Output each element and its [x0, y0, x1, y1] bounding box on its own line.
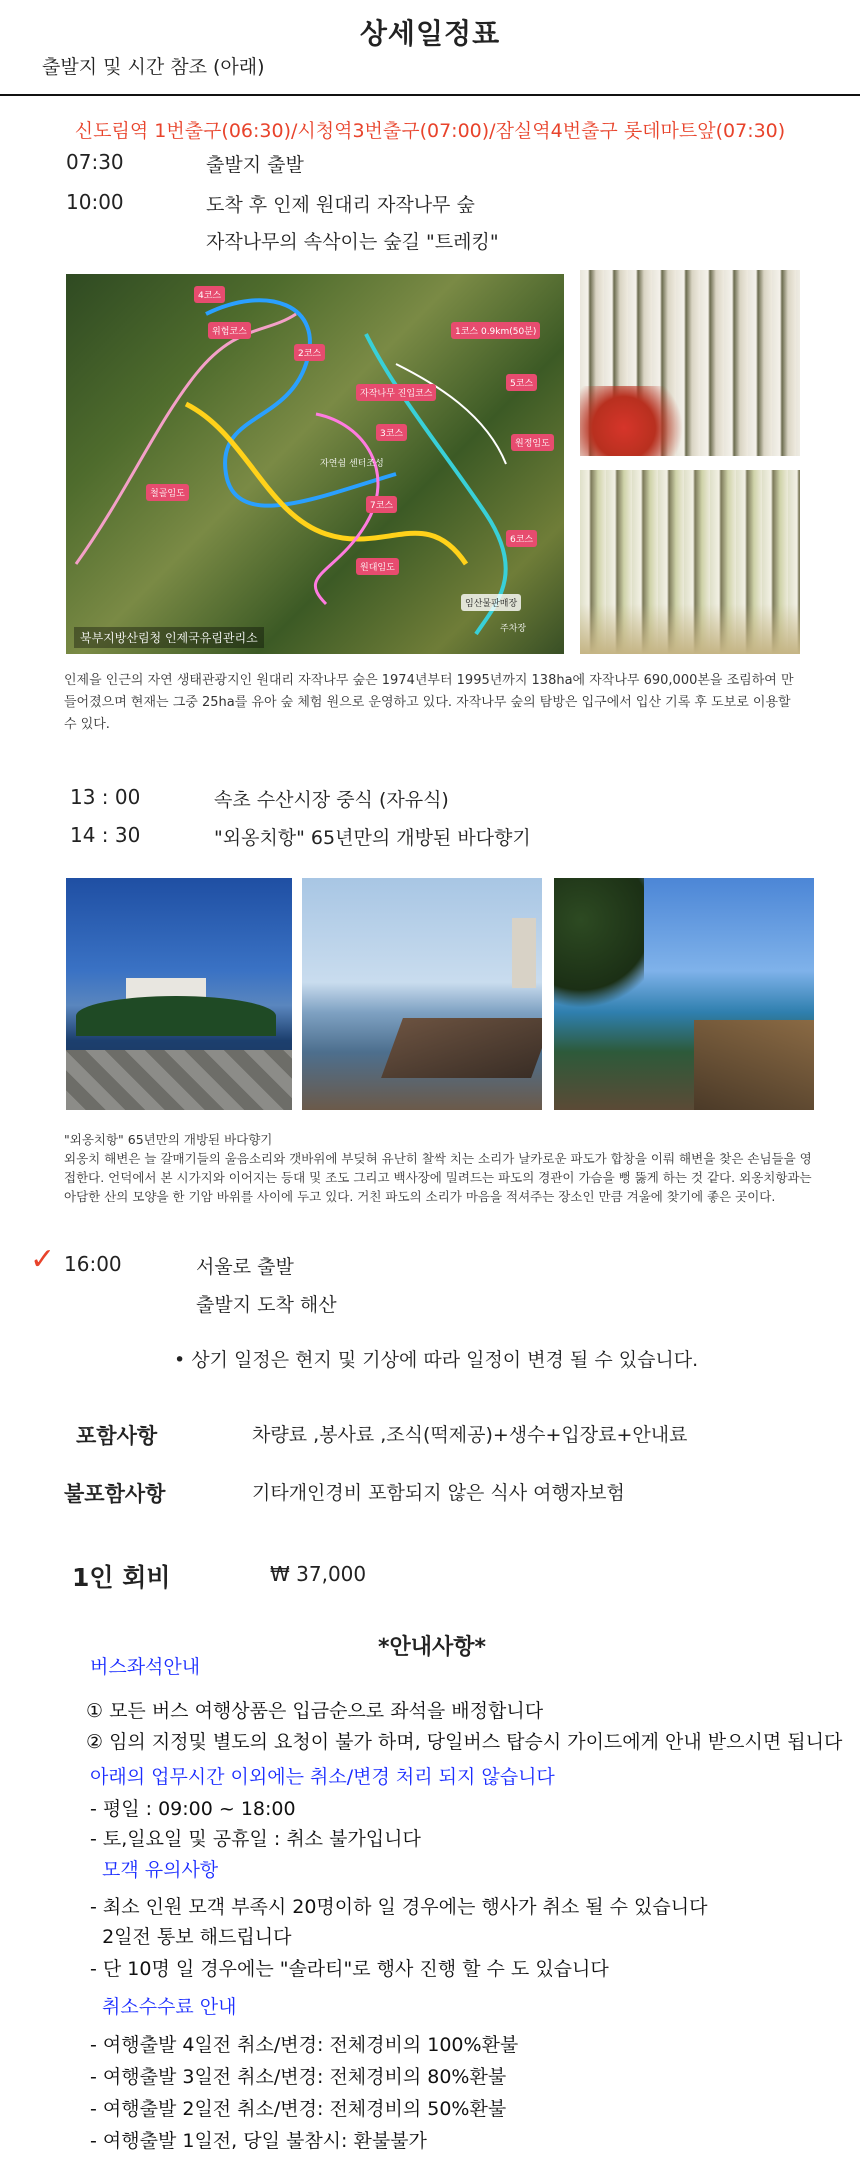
map-label: 임산물판매장 [461, 594, 521, 611]
schedule-desc: 출발지 출발 [206, 154, 304, 176]
birch-forest-photo [580, 470, 800, 654]
map-label: 3코스 [376, 424, 407, 441]
bus-seat-title: 버스좌석안내 [90, 1656, 201, 1678]
map-label: 자연쉼 센터조성 [320, 459, 384, 469]
map-label: 5코스 [506, 374, 537, 391]
sea-photo [66, 878, 292, 1110]
page-subtitle: 출발지 및 시간 참조 (아래) [42, 56, 265, 78]
sea-description-title: "외옹치항" 65년만의 개방된 바다향기 [64, 1132, 273, 1147]
schedule-desc: 도착 후 인제 원대리 자작나무 숲 [206, 194, 475, 216]
excluded-value: 기타개인경비 포함되지 않은 식사 여행자보험 [252, 1482, 625, 1504]
recruit-title: 모객 유의사항 [102, 1859, 219, 1881]
map-caption: 북부지방산림청 인제국유림관리소 [74, 627, 264, 648]
excluded-label: 불포함사항 [64, 1482, 166, 1506]
schedule-time: 10:00 [66, 190, 124, 214]
schedule-desc: "외옹치항" 65년만의 개방된 바다향기 [214, 827, 531, 849]
checkmark-icon: ✓ [30, 1242, 56, 1277]
included-label: 포함사항 [76, 1424, 158, 1448]
map-label: 원대임도 [356, 558, 399, 575]
map-label: 1코스 0.9km(50분) [451, 322, 540, 339]
map-label: 원정임도 [511, 434, 554, 451]
divider [0, 94, 860, 96]
cancel-fee-title: 취소수수료 안내 [102, 1996, 237, 2018]
notice-item: - 여행출발 4일전 취소/변경: 전체경비의 100%환불 [90, 2034, 519, 2056]
schedule-desc: 자작나무의 속삭이는 숲길 "트레킹" [206, 231, 499, 253]
notice-item: 2일전 통보 해드립니다 [90, 1926, 292, 1948]
sea-description: 외옹치 해변은 늘 갈매기들의 울음소리와 갯바위에 부딪혀 유난히 찰싹 치는 소리가 날카로운 파도가 합창을 이뤄 해변을 찾은 손님들을 영접한다. 언덕에서 본 시가지와 이어지는 등대 및 조도 그리고 백사장에 밀려드는 파도의 경관이 가슴을 뻥 뚫게 하는 것 같다. 외옹치항과는 아담한 산의 모양을 한 기암 바위를 사이에 두고 있다. 거친 파도의 소리가 마음을 적셔주는 장소인 만큼 겨울에 찾기에 좋은 곳이다. [64, 1151, 812, 1204]
notice-item: - 토,일요일 및 공휴일 : 취소 불가입니다 [90, 1828, 421, 1850]
schedule-time: 16:00 [64, 1252, 122, 1276]
forest-description: 인제을 인근의 자연 생태관광지인 원대리 자작나무 숲은 1974년부터 1995년까지 138ha에 자작나무 690,000본을 조림하여 만들어졌으며 현재는 그중 25ha를 유아 숲 체험 원으로 운영하고 있다. 자작나무 숲의 탐방은 입구에서 입산 기록 후 도보로 이용할 수 있다. [64, 673, 794, 732]
schedule-desc: 서울로 출발 [196, 1256, 294, 1278]
map-label: 주차장 [500, 624, 527, 634]
map-label: 7코스 [366, 496, 397, 513]
schedule-time: 13 : 00 [70, 785, 141, 809]
notice-item: - 여행출발 2일전 취소/변경: 전체경비의 50%환불 [90, 2098, 507, 2120]
notice-item: - 여행출발 3일전 취소/변경: 전체경비의 80%환불 [90, 2066, 507, 2088]
page-title: 상세일정표 [359, 17, 501, 50]
map-label: 2코스 [294, 344, 325, 361]
included-value: 차량료 ,봉사료 ,조식(떡제공)+생수+입장료+안내료 [252, 1424, 688, 1446]
notice-item: ② 임의 지정및 별도의 요청이 불가 하며, 당일버스 탑승시 가이드에게 안내 받으시면 됩니다 [86, 1731, 843, 1753]
trail-map-image [66, 274, 564, 654]
map-label: 자작나무 진입코스 [356, 384, 436, 401]
schedule-desc: 출발지 도착 해산 [196, 1294, 337, 1316]
map-label: 6코스 [506, 530, 537, 547]
fee-value: ₩ 37,000 [270, 1562, 367, 1586]
sea-photo [302, 878, 542, 1110]
map-label: 철골임도 [146, 484, 189, 501]
map-label: 4코스 [194, 286, 225, 303]
fee-label: 1인 회비 [72, 1563, 171, 1592]
schedule-time: 14 : 30 [70, 823, 141, 847]
birch-forest-photo [580, 270, 800, 456]
business-hours-title: 아래의 업무시간 이외에는 취소/변경 처리 되지 않습니다 [90, 1766, 555, 1788]
schedule-time: 07:30 [66, 150, 124, 174]
notice-item: - 최소 인원 모객 부족시 20명이하 일 경우에는 행사가 취소 될 수 있습니다 [90, 1896, 708, 1918]
sea-photo [554, 878, 814, 1110]
map-label: 위험코스 [208, 322, 251, 339]
notice-title: *안내사항* [378, 1635, 487, 1660]
schedule-note: • 상기 일정은 현지 및 기상에 따라 일정이 변경 될 수 있습니다. [174, 1349, 699, 1371]
departure-points: 신도림역 1번출구(06:30)/시청역3번출구(07:00)/잠실역4번출구 롯데마트앞(07:30) [74, 120, 786, 142]
notice-item: - 단 10명 일 경우에는 "솔라티"로 행사 진행 할 수 도 있습니다 [90, 1958, 609, 1980]
schedule-desc: 속초 수산시장 중식 (자유식) [214, 789, 449, 811]
notice-item: ① 모든 버스 여행상품은 입금순으로 좌석을 배정합니다 [86, 1700, 544, 1722]
notice-item: - 평일 : 09:00 ~ 18:00 [90, 1798, 296, 1820]
notice-item: - 여행출발 1일전, 당일 불참시: 환불불가 [90, 2130, 427, 2152]
